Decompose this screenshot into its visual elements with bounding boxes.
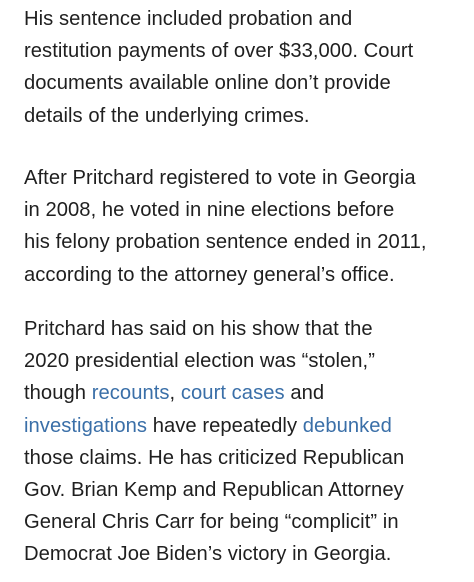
paragraph-line: restitution payments of over $33,000. Court <box>24 40 414 63</box>
paragraph-line: details of the underlying crimes. <box>24 104 310 127</box>
paragraph-line: documents available online don’t provide <box>24 72 391 95</box>
link-court-cases[interactable]: court cases <box>180 382 285 405</box>
text-segment: though <box>24 382 92 405</box>
text-segment: and <box>284 382 325 405</box>
text-segment: have repeatedly <box>147 414 303 437</box>
paragraph-line: Pritchard has said on his show that the <box>24 318 373 340</box>
paragraph-line: in 2008, he voted in nine elections before <box>24 199 395 222</box>
link-recounts[interactable]: recounts <box>91 382 170 405</box>
paragraph-line: those claims. He has criticized Republican <box>24 446 405 469</box>
paragraph-line-with-links <box>24 377 404 409</box>
paragraph-line: After Pritchard registered to vote in Georgia <box>24 167 416 189</box>
paragraph-line-with-links <box>24 410 404 442</box>
paragraph-line: his felony probation sentence ended in 2011, <box>24 231 427 254</box>
link-debunked[interactable]: debunked <box>302 414 392 437</box>
paragraph-sentence-details <box>24 3 413 132</box>
paragraph-line: Gov. Brian Kemp and Republican Attorney <box>24 479 404 502</box>
paragraph-line: 2020 presidential election was “stolen,” <box>24 350 375 373</box>
text-segment: , <box>169 382 181 405</box>
link-investigations[interactable]: investigations <box>24 414 148 437</box>
paragraph-line: Democrat Joe Biden’s victory in Georgia. <box>24 543 392 566</box>
paragraph-line: according to the attorney general’s office. <box>24 263 395 286</box>
paragraph-line: General Chris Carr for being “complicit” in <box>24 511 399 534</box>
paragraph-election-claims <box>24 313 404 571</box>
paragraph-voting-history <box>24 162 427 291</box>
paragraph-line: His sentence included probation and <box>24 8 353 30</box>
